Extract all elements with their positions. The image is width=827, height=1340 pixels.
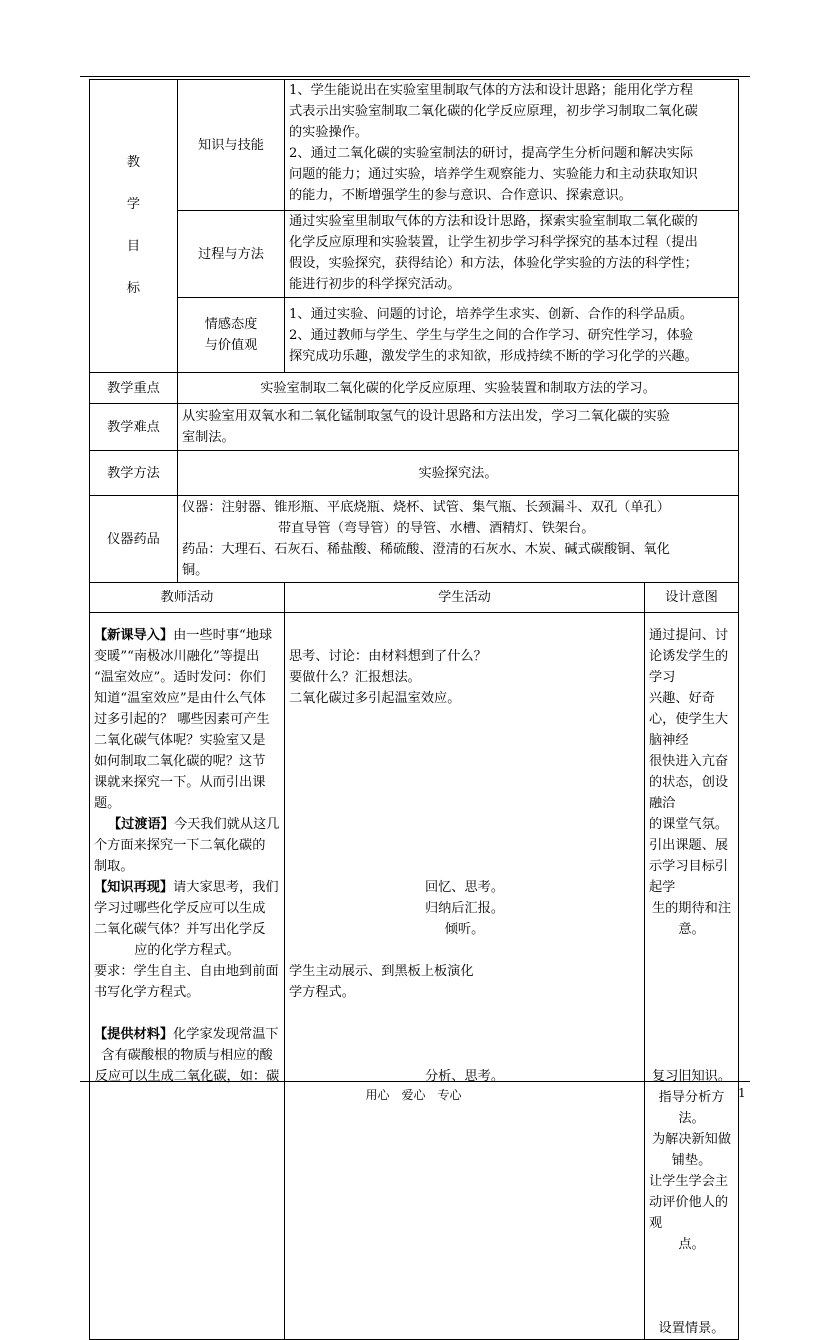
method-row [90, 451, 739, 496]
difficulty-text: 从实验室用双氧水和二氧化锰制取氢气的设计思路和方法出发，学习二氧化碳的实验 室制法。 [178, 404, 739, 451]
header-design: 设计意图 [645, 583, 739, 613]
key-point-row [90, 373, 739, 404]
objectives-label: 教 学 目 标 [90, 80, 178, 373]
equipment-label: 仪器药品 [90, 496, 178, 583]
objective-row-process [90, 211, 739, 298]
key-point-label: 教学重点 [90, 373, 178, 404]
equipment-row [90, 496, 739, 583]
objective-row-knowledge [90, 80, 739, 211]
activity-header-row [90, 583, 739, 613]
difficulty-label: 教学难点 [90, 404, 178, 451]
method-label: 教学方法 [90, 451, 178, 496]
activity-body-row [90, 613, 739, 1340]
key-point-text: 实验室制取二氧化碳的化学反应原理、实验装置和制取方法的学习。 [178, 373, 739, 404]
student-activity-cell: 思考、讨论：由材料想到了什么？ 要做什么？汇报想法。 二氧化碳过多引起温室效应。 回忆、思考。 归纳后汇报。 倾听。 学生主动展示、到黑板上板演化 学方程式。 分析、思考。 [285, 613, 645, 1340]
lesson-plan-table [89, 79, 739, 1340]
objective-text-knowledge: 1、学生能说出在实验室里制取气体的方法和设计思路；能用化学方程 式表示出实验室制取二氧化碳的化学反应原理，初步学习制取二氧化碳 的实验操作。 2、通过二氧化碳的实验室制法的研讨，提高学生分析问题和解决实际 问题的能力；通过实验，培养学生观察能力、实验能力和主动获取知识 的能力，不断增强学生的参与意识、合作意识、探索意识。 [285, 80, 739, 211]
header-student: 学生活动 [285, 583, 645, 613]
equipment-text: 仪器：注射器、锥形瓶、平底烧瓶、烧杯、试管、集气瓶、长颈漏斗、双孔（单孔） 带直导管（弯导管）的导管、水槽、酒精灯、铁架台。 药品：大理石、石灰石、稀盐酸、稀硫酸、澄清的石灰水、木炭、碱式碳酸铜、氧化 铜。 [178, 496, 739, 583]
header-teacher: 教师活动 [90, 583, 285, 613]
page-number: 1 [738, 1086, 746, 1100]
objective-text-emotion: 1、通过实验、问题的讨论，培养学生求实、创新、合作的科学品质。 2、通过教师与学生、学生与学生之间的合作学习、研究性学习，体验 探究成功乐趣，激发学生的求知欲，形成持续不断的学习化学的兴趣。 [285, 298, 739, 373]
objective-label-knowledge: 知识与技能 [178, 80, 285, 211]
objective-row-emotion [90, 298, 739, 373]
teacher-activity-cell: 【新课导入】由一些时事“地球 变暖”“南极冰川融化”等提出 “温室效应”。适时发问：你们 知道“温室效应”是由什么气体 过多引起的？ 哪些因素可产生 二氧化碳气体呢？实验室又是 如何制取二氧化碳的呢？这节 课就来探究一下。从而引出课题。 【过渡语】今天我们就从这几 个方面来探究一下二氧化碳的 制取。 【知识再现】请大家思考，我们 学习过哪些化学反应可以生成 二氧化碳气体？并写出化学反 应的化学方程式。 要求：学生自主、自由地到前面 书写化学方程式。 【提供材料】化学家发现常温下 含有碳酸根的物质与相应的酸 反应可以生成二氧化碳，如：碳 [90, 613, 285, 1340]
objective-text-process: 通过实验室里制取气体的方法和设计思路，探索实验室制取二氧化碳的 化学反应原理和实验装置，让学生初步学习科学探究的基本过程（提出 假设，实验探究，获得结论）和方法，体验化学实验的方法的科学性； 能进行初步的科学探究活动。 [285, 211, 739, 298]
objective-label-emotion: 情感态度 与价值观 [178, 298, 285, 373]
method-text: 实验探究法。 [178, 451, 739, 496]
objective-label-process: 过程与方法 [178, 211, 285, 298]
header-rule [80, 76, 750, 77]
footer-motto: 用心 爱心 专心 [365, 1088, 462, 1102]
difficulty-row [90, 404, 739, 451]
footer-rule [80, 1081, 750, 1082]
design-intent-cell: 通过提问、讨论诱发学生的学习 兴趣、好奇心，使学生大脑神经 很快进入亢奋的状态，创设融洽 的课堂气氛。 引出课题、展示学习目标引起学 生的期待和注意。 复习旧知识。 指导分析方法。 为解决新知做铺垫。 让学生学会主动评价他人的观 点。 设置情景。 [645, 613, 739, 1340]
